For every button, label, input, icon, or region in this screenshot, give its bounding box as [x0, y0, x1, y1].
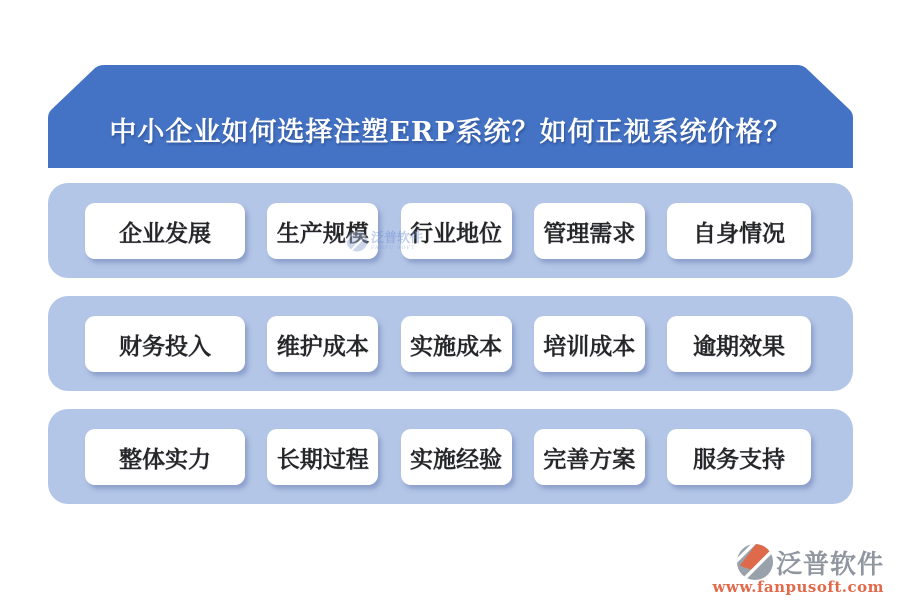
- factor-card[interactable]: 培训成本: [534, 316, 645, 372]
- factor-card[interactable]: 长期过程: [267, 429, 378, 485]
- watermark-brand: 泛普软件: [371, 230, 424, 246]
- factor-card[interactable]: 实施经验: [401, 429, 512, 485]
- card-row: [85, 429, 811, 485]
- brand-name: 泛普软件: [775, 549, 884, 580]
- brand-row: [736, 543, 884, 581]
- factor-card[interactable]: 财务投入: [85, 316, 245, 372]
- watermark-subtext: FANPU SOFT: [371, 244, 416, 251]
- brand-url: www.fanpusoft.com: [712, 578, 884, 596]
- factor-card[interactable]: 服务支持: [667, 429, 811, 485]
- title-banner: [48, 65, 853, 168]
- fanpu-logo-icon: [736, 543, 774, 581]
- factor-card[interactable]: 行业地位: [401, 203, 512, 259]
- factor-card[interactable]: 维护成本: [267, 316, 378, 372]
- factor-panel-vendor: [48, 409, 853, 504]
- factor-panel-cost: [48, 296, 853, 391]
- card-row: [85, 203, 811, 259]
- factor-card[interactable]: 实施成本: [401, 316, 512, 372]
- page-title: 中小企业如何选择注塑ERP系统？如何正视系统价格？: [109, 117, 792, 148]
- factor-card[interactable]: 生产规模: [267, 203, 378, 259]
- brand-footer: [713, 543, 885, 596]
- factor-card[interactable]: 管理需求: [534, 203, 645, 259]
- factor-card[interactable]: 逾期效果: [667, 316, 811, 372]
- factor-panel-selection: [48, 183, 853, 278]
- card-row: [85, 316, 811, 372]
- factor-card[interactable]: 完善方案: [534, 429, 645, 485]
- factor-card[interactable]: 整体实力: [85, 429, 245, 485]
- factor-card[interactable]: 自身情况: [667, 203, 811, 259]
- factor-card[interactable]: 企业发展: [85, 203, 245, 259]
